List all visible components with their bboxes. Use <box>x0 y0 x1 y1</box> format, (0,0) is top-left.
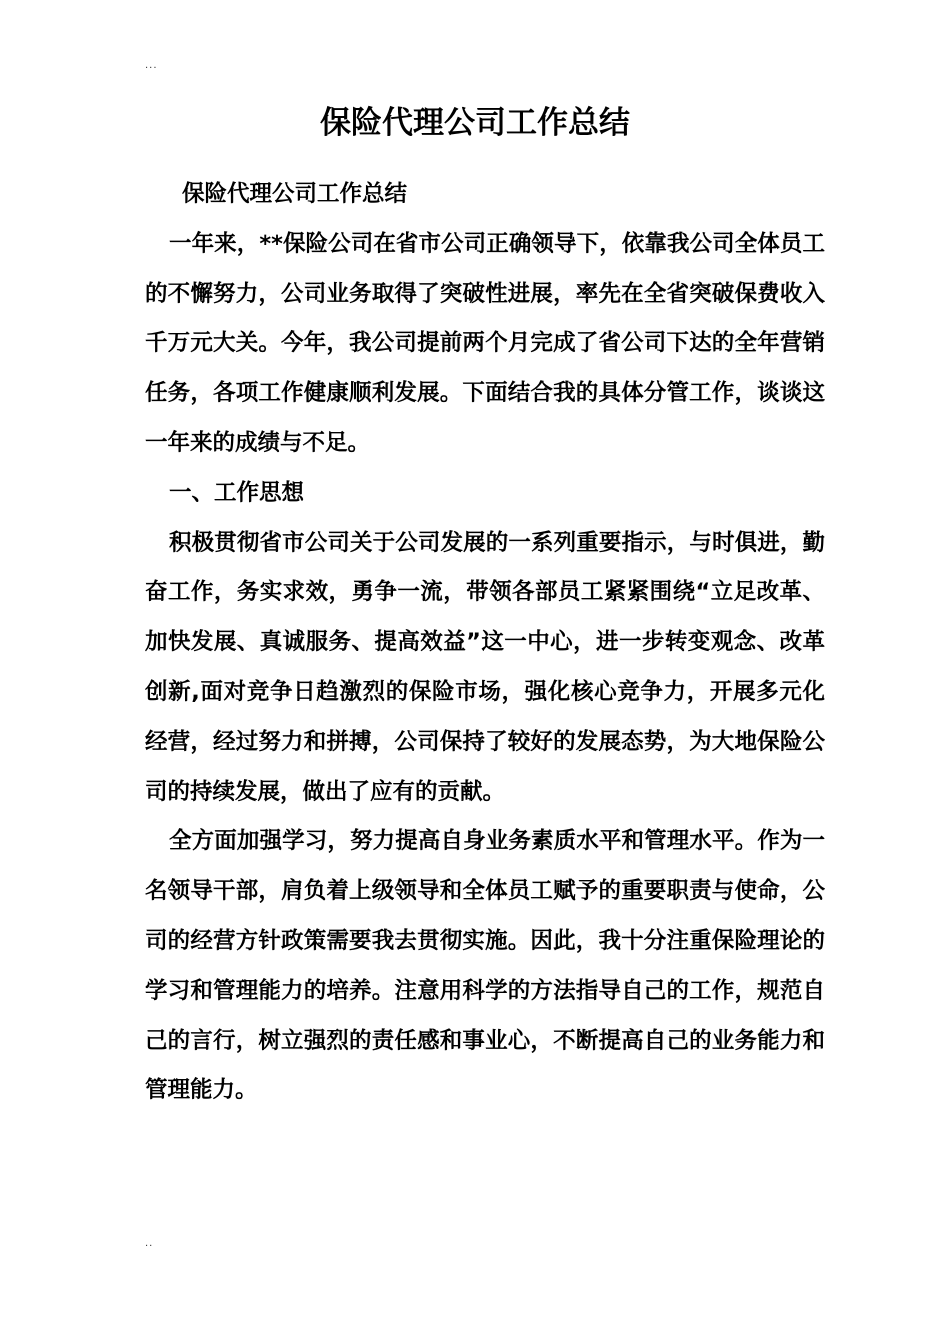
document-subtitle: 保险代理公司工作总结 <box>182 181 408 207</box>
document-title: 保险代理公司工作总结 <box>320 105 630 141</box>
section-heading-work-thinking: 一、工作思想 <box>169 479 305 506</box>
paragraph-study: 全方面加强学习，努力提高自身业务素质水平和管理水平。作为一名领导干部，肩负着上级领导和全体员工赋予的重要职责与使命，公司的经营方针政策需要我去贯彻实施。因此，我十分注重保险理论的学习和管理能力的培养。注意用科学的方法指导自己的工作，规范自己的言行，树立强烈的责任感和事业心，不断提高自己的业务能力和管理能力。 <box>145 828 825 1104</box>
paragraph-intro: 一年来，**保险公司在省市公司正确领导下，依靠我公司全体员工的不懈努力，公司业务取得了突破性进展，率先在全省突破保费收入千万元大关。今年，我公司提前两个月完成了省公司下达的全年营销任务，各项工作健康顺利发展。下面结合我的具体分管工作，谈谈这一年来的成绩与不足。 <box>145 230 825 456</box>
document-body <box>145 170 825 1116</box>
header-mark: ... <box>145 60 158 71</box>
paragraph-work-thinking: 积极贯彻省市公司关于公司发展的一系列重要指示，与时俱进，勤奋工作，务实求效，勇争一流，带领各部员工紧紧围绕“立足改革、加快发展、真诚服务、提高效益”这一中心，进一步转变观念、改革创新,面对竞争日趋激烈的保险市场，强化核心竞争力，开展多元化经营，经过努力和拼搏，公司保持了较好的发展态势，为大地保险公司的持续发展，做出了应有的贡献。 <box>145 529 825 805</box>
footer-mark: .. <box>145 1238 154 1249</box>
